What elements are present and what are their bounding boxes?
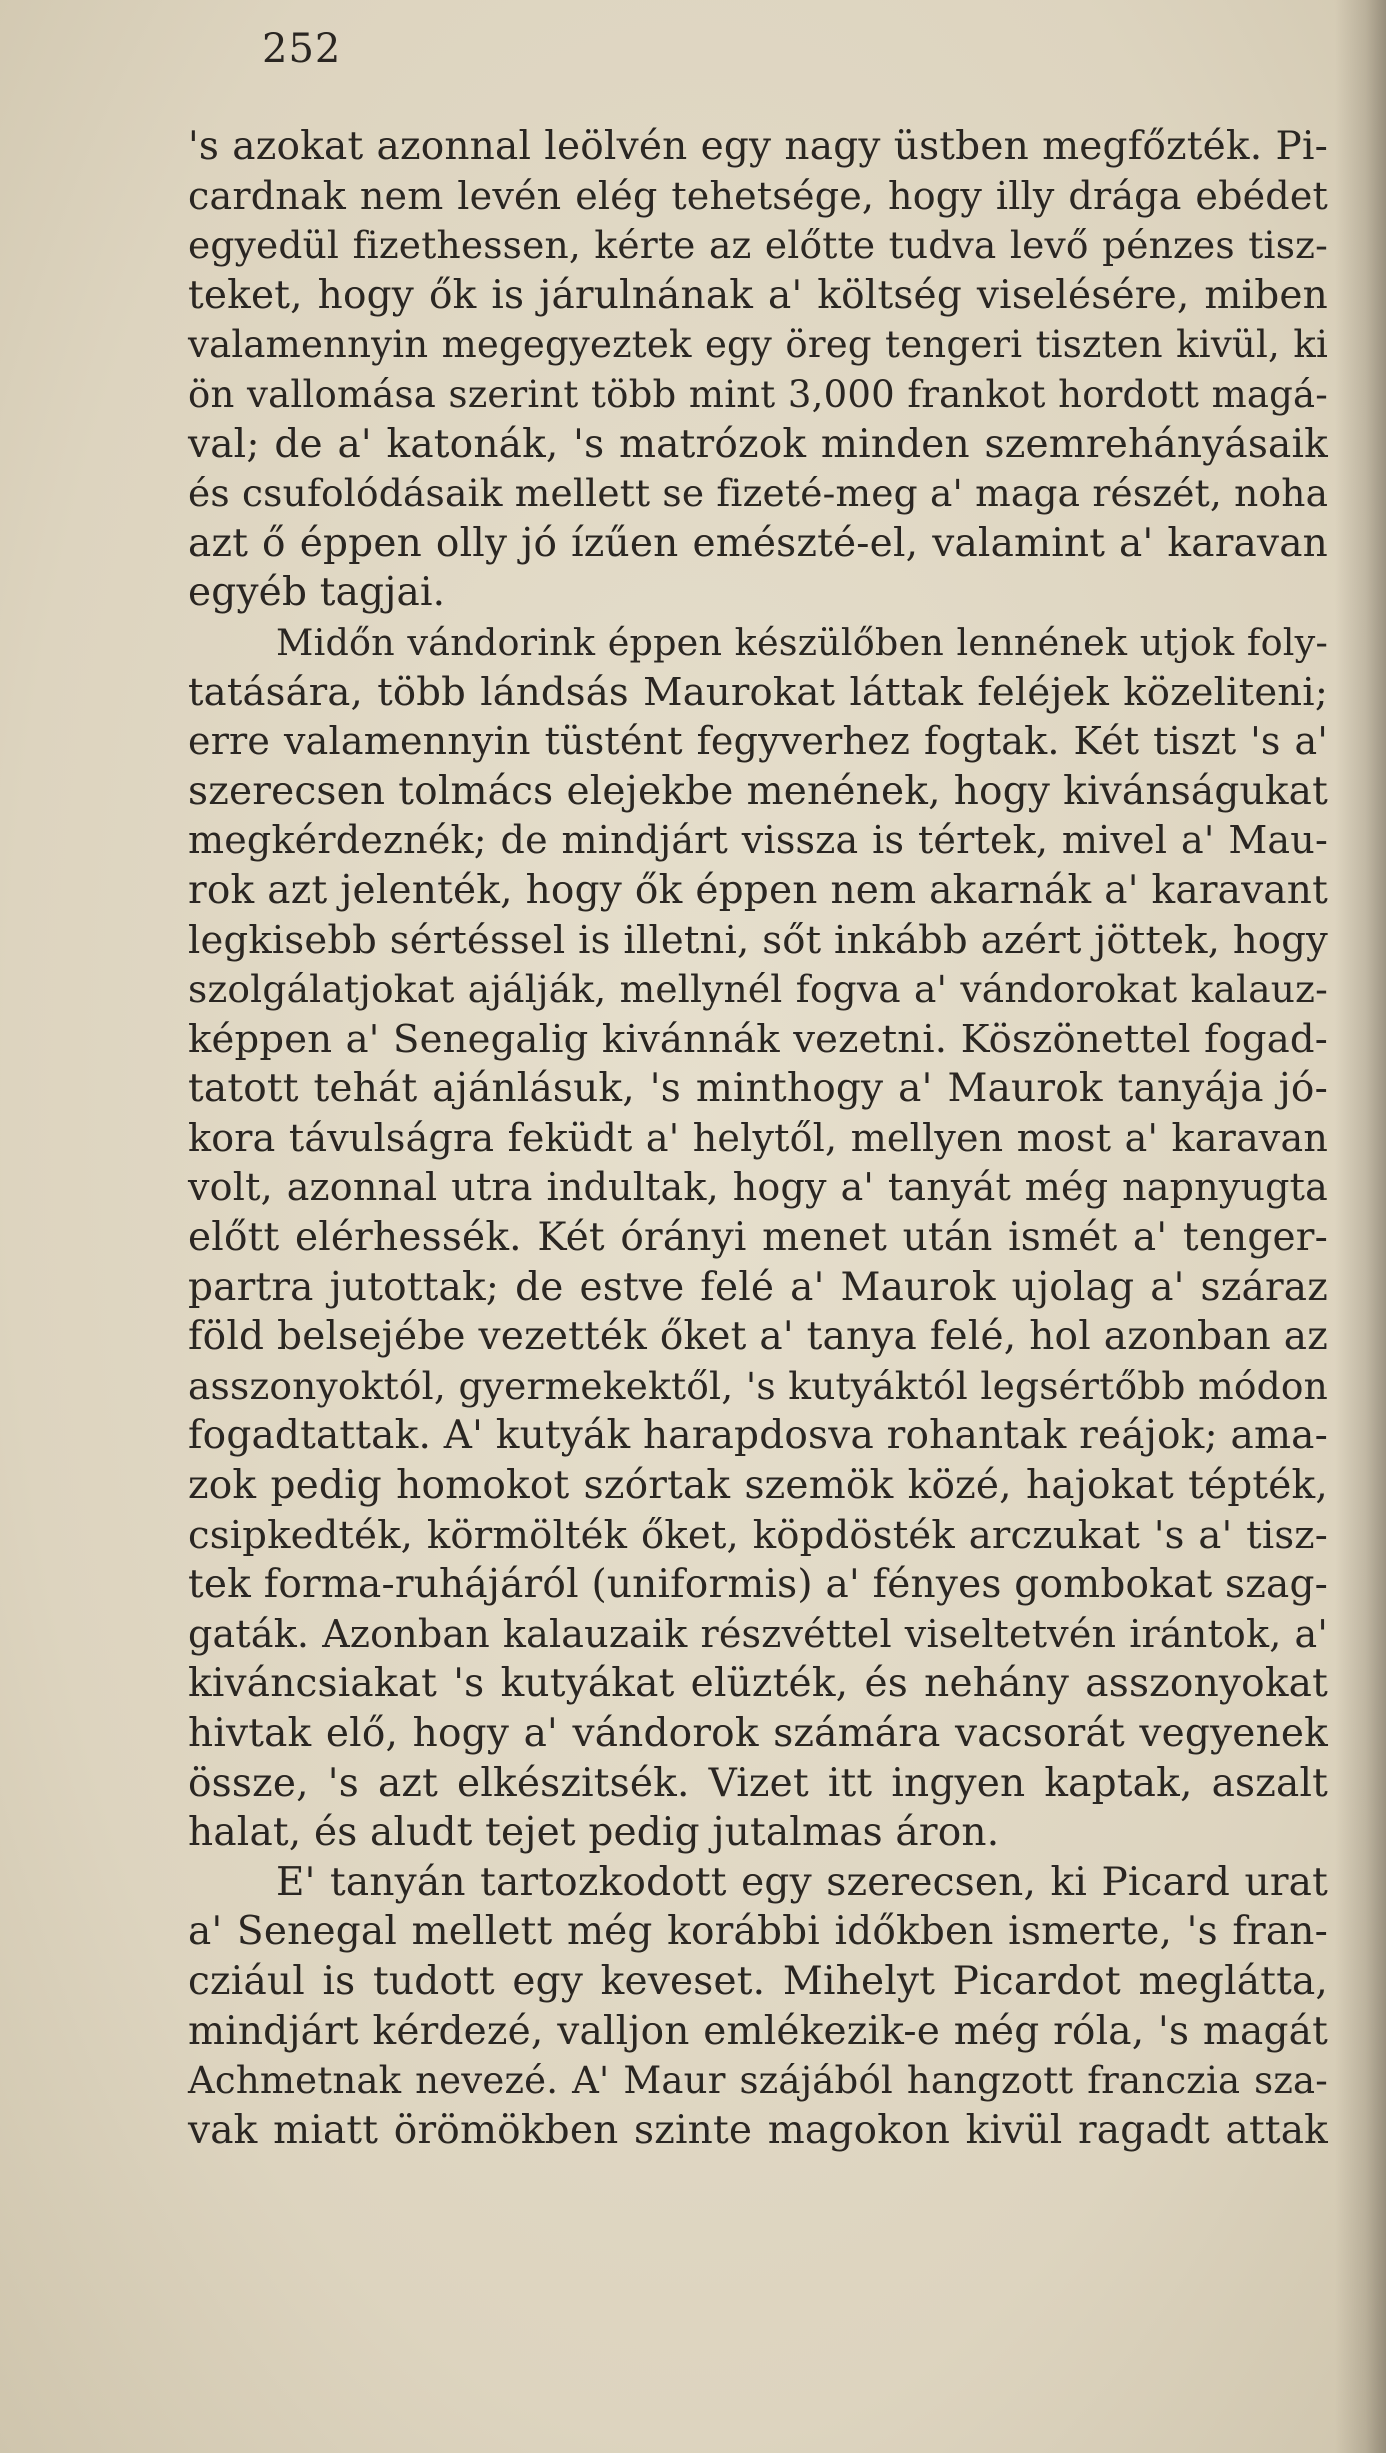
- text-line: hivtak elő, hogy a' vándorok számára vacsorát vegyenek: [188, 1711, 1328, 1756]
- page-number: 252: [262, 26, 342, 72]
- text-line: erre valamennyin tüstént fegyverhez fogtak. Két tiszt 's a': [188, 719, 1328, 764]
- text-line: E' tanyán tartozkodott egy szerecsen, ki Picard urat: [276, 1859, 1328, 1905]
- text-line: össze, 's azt elkészitsék. Vizet itt ingyen kaptak, aszalt: [188, 1760, 1328, 1806]
- text-line: rok azt jelenték, hogy ők éppen nem akarnák a' karavant: [188, 867, 1328, 913]
- text-line: tatására, több lándsás Maurokat láttak feléjek közeliteni;: [188, 669, 1328, 715]
- text-line: Midőn vándorink éppen készülőben lennének utjok foly-: [276, 620, 1328, 664]
- text-line: ön vallomása szerint több mint 3,000 frankot hordott magá-: [188, 372, 1328, 416]
- text-line: a' Senegal mellett még korábbi időkben ismerte, 's fran-: [188, 1909, 1328, 1955]
- text-line: valamennyin megegyeztek egy öreg tengeri tiszten kivül, ki: [188, 323, 1328, 367]
- text-line: föld belsejébe vezették őket a' tanya felé, hol azonban az: [188, 1314, 1328, 1360]
- text-line: kiváncsiakat 's kutyákat elüzték, és nehány asszonyokat: [188, 1661, 1328, 1707]
- text-line: asszonyoktól, gyermekektől, 's kutyáktól legsértőbb módon: [188, 1363, 1328, 1408]
- text-line: halat, és aludt tejet pedig jutalmas áron.: [188, 1810, 1000, 1856]
- text-line: Achmetnak nevezé. A' Maur szájából hangzott franczia sza-: [188, 2059, 1328, 2103]
- body-text: [188, 122, 1328, 2155]
- text-line: egyéb tagjai.: [188, 570, 446, 616]
- text-line: és csufolódásaik mellett se fizeté-meg a' maga részét, noha: [188, 471, 1329, 516]
- text-line: gaták. Azonban kalauzaik részvéttel viseltetvén irántok, a': [188, 1611, 1328, 1656]
- text-line: azt ő éppen olly jó ízűen emészté-el, valamint a' karavan: [188, 520, 1328, 566]
- text-line: cardnak nem levén elég tehetsége, hogy illy drága ebédet: [188, 173, 1328, 218]
- text-line: mindjárt kérdezé, valljon emlékezik-e még róla, 's magát: [188, 2008, 1328, 2054]
- text-line: megkérdeznék; de mindjárt vissza is tértek, mivel a' Mau-: [188, 818, 1328, 863]
- text-line: partra jutottak; de estve felé a' Maurok ujolag a' száraz: [188, 1264, 1328, 1310]
- text-line: teket, hogy ők is járulnának a' költség viselésére, miben: [188, 272, 1328, 318]
- text-line: val; de a' katonák, 's matrózok minden szemrehányásaik: [188, 421, 1328, 467]
- text-line: képpen a' Senegalig kivánnák vezetni. Köszönettel fogad-: [188, 1016, 1328, 1062]
- text-line: tatott tehát ajánlásuk, 's minthogy a' Maurok tanyája jó-: [188, 1066, 1328, 1112]
- text-line: kora távulságra feküdt a' helytől, mellyen most a' karavan: [188, 1115, 1328, 1160]
- text-line: 's azokat azonnal leölvén egy nagy üstben megfőzték. Pi-: [188, 124, 1328, 169]
- text-line: csipkedték, körmölték őket, köpdösték arczukat 's a' tisz-: [188, 1512, 1328, 1558]
- page-gutter-shadow: [1335, 0, 1386, 2453]
- text-line: szolgálatjokat ajálják, mellynél fogva a' vándorokat kalauz-: [188, 967, 1328, 1012]
- text-line: vak miatt örömökben szinte magokon kivül ragadt attak: [188, 2107, 1328, 2153]
- text-line: szerecsen tolmács elejekbe menének, hogy kivánságukat: [188, 768, 1328, 814]
- text-line: egyedül fizethessen, kérte az előtte tudva levő pénzes tisz-: [188, 223, 1328, 268]
- text-line: előtt elérhessék. Két órányi menet után ismét a' tenger-: [188, 1215, 1328, 1261]
- text-line: zok pedig homokot szórtak szemök közé, hajokat tépték,: [188, 1463, 1328, 1509]
- text-line: tek forma-ruhájáról (uniformis) a' fényes gombokat szag-: [188, 1562, 1328, 1608]
- text-line: cziául is tudott egy keveset. Mihelyt Picardot meglátta,: [188, 1958, 1328, 2004]
- text-line: legkisebb sértéssel is illetni, sőt inkább azért jöttek, hogy: [188, 917, 1328, 963]
- text-line: volt, azonnal utra indultak, hogy a' tanyát még napnyugta: [188, 1165, 1328, 1210]
- text-line: fogadtattak. A' kutyák harapdosva rohantak reájok; ama-: [188, 1413, 1328, 1459]
